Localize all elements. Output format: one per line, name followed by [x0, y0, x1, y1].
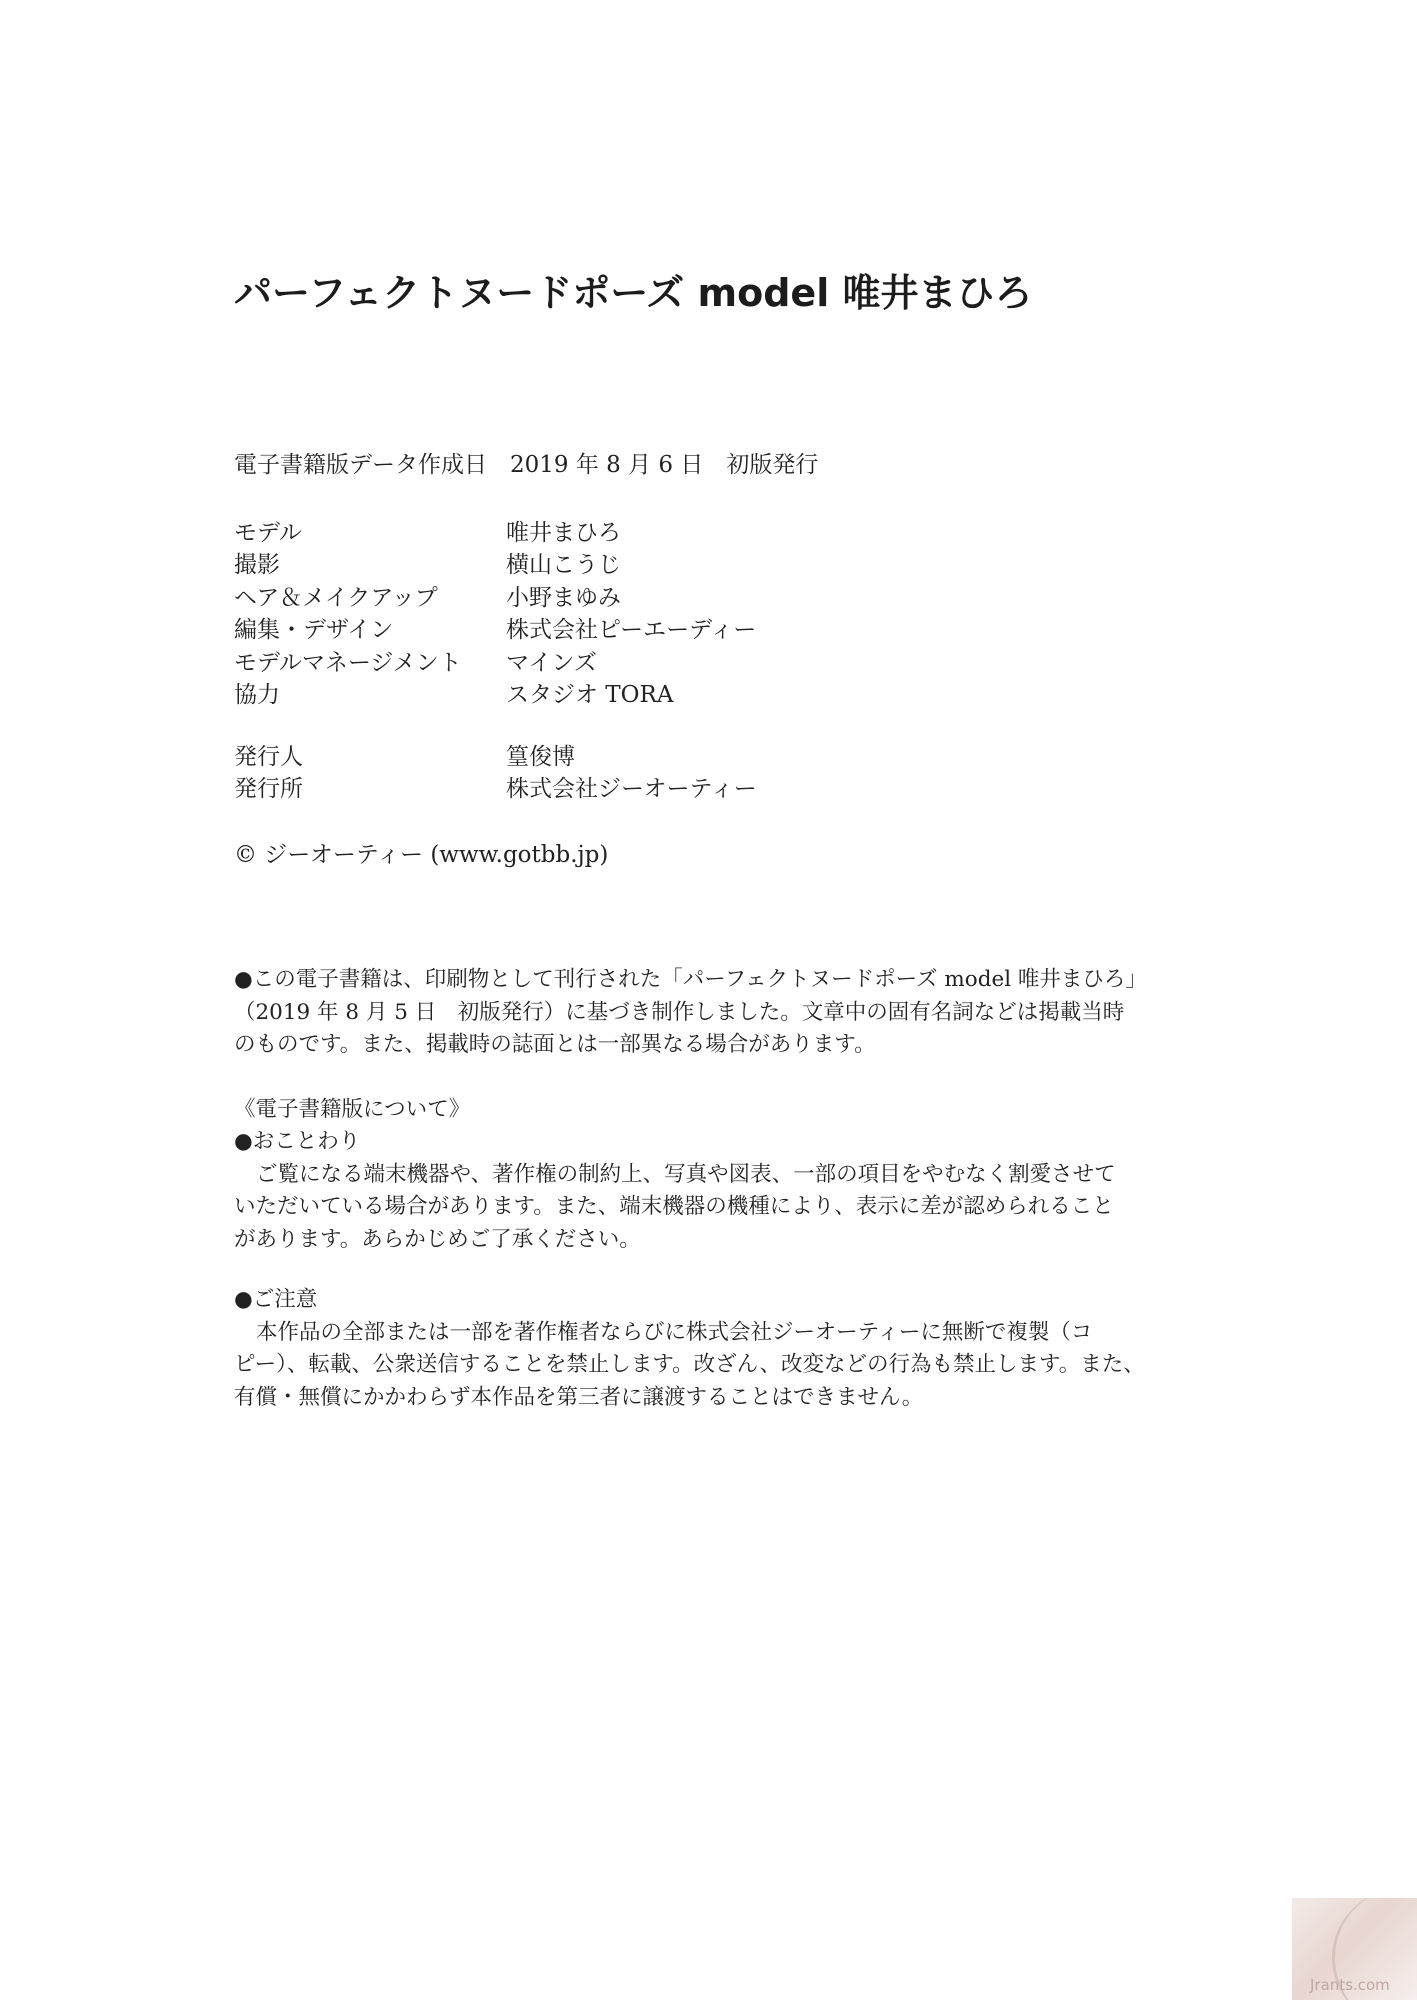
disclaimer-line: いただいている場合があります。また、端末機器の機種により、表示に差が認められること — [234, 1194, 1114, 1219]
disclaimer-line: があります。あらかじめご了承ください。 — [234, 1226, 641, 1252]
credit-row — [234, 612, 756, 645]
credit-name: 唯井まひろ — [506, 519, 621, 546]
page-title: パーフェクトヌードポーズ model 唯井まひろ — [234, 271, 1033, 315]
disclaimer-line: ご覧になる端末機器や、著作権の制約上、写真や図表、一部の項目をやむなく割愛させて — [256, 1161, 1116, 1187]
credit-role: 編集・デザイン — [234, 617, 394, 644]
caution-line: 有償・無償にかかわらず本作品を第三者に譲渡することはできません。 — [234, 1384, 924, 1410]
credit-row — [234, 644, 756, 677]
copyright-line: © ジーオーティー (www.gotbb.jp) — [234, 842, 609, 868]
credit-role: ヘア＆メイクアップ — [234, 584, 438, 611]
notes-block — [234, 964, 1147, 1414]
credit-role: モデル — [234, 519, 302, 546]
caution-heading: ●ご注意 — [234, 1287, 318, 1312]
publisher-row — [234, 771, 757, 804]
edition-date-line: 電子書籍版データ作成日 2019 年 8 月 6 日 初版発行 — [234, 452, 819, 478]
credit-role: モデルマネージメント — [234, 649, 462, 676]
credit-row — [234, 677, 756, 710]
credit-name: 株式会社ピーエーディー — [506, 617, 757, 644]
disclaimer-heading: ●おことわり — [234, 1129, 361, 1154]
notice-line: （2019 年 8 月 5 日 初版発行）に基づき制作しました。文章中の固有名詞などは掲載当時 — [234, 999, 1125, 1025]
publisher-name: 株式会社ジーオーティー — [506, 776, 757, 803]
credit-name: 横山こうじ — [506, 552, 621, 579]
credit-name: スタジオ TORA — [506, 682, 674, 709]
publisher-list — [234, 738, 757, 803]
publisher-role: 発行所 — [234, 776, 303, 803]
publisher-row — [234, 738, 757, 771]
notice-line: のものです。また、掲載時の誌面とは一部異なる場合があります。 — [234, 1032, 876, 1057]
credits-list — [234, 514, 756, 709]
credit-role: 協力 — [234, 682, 280, 709]
credit-row — [234, 579, 756, 612]
credit-row — [234, 547, 756, 580]
watermark-text: Jrants.com — [1310, 1976, 1390, 1994]
caution-line: 本作品の全部または一部を著作権者ならびに株式会社ジーオーティーに無断で複製（コ — [256, 1319, 1093, 1345]
watermark-thumbnail — [1292, 1898, 1417, 2000]
publisher-name: 篁俊博 — [506, 743, 575, 770]
notice-line: ●この電子書籍は、印刷物として刊行された「パーフェクトヌードポーズ model 唯井まひろ」 — [234, 967, 1147, 992]
ebook-section-heading: 《電子書籍版について》 — [234, 1096, 471, 1122]
credit-row — [234, 514, 756, 547]
caution-line: ピー）、転載、公衆送信することを禁止します。改ざん、改変などの行為も禁止します。また、 — [234, 1352, 1145, 1377]
credit-role: 撮影 — [234, 552, 280, 579]
credit-name: マインズ — [506, 649, 597, 676]
publisher-role: 発行人 — [234, 743, 303, 770]
credit-name: 小野まゆみ — [506, 584, 621, 611]
